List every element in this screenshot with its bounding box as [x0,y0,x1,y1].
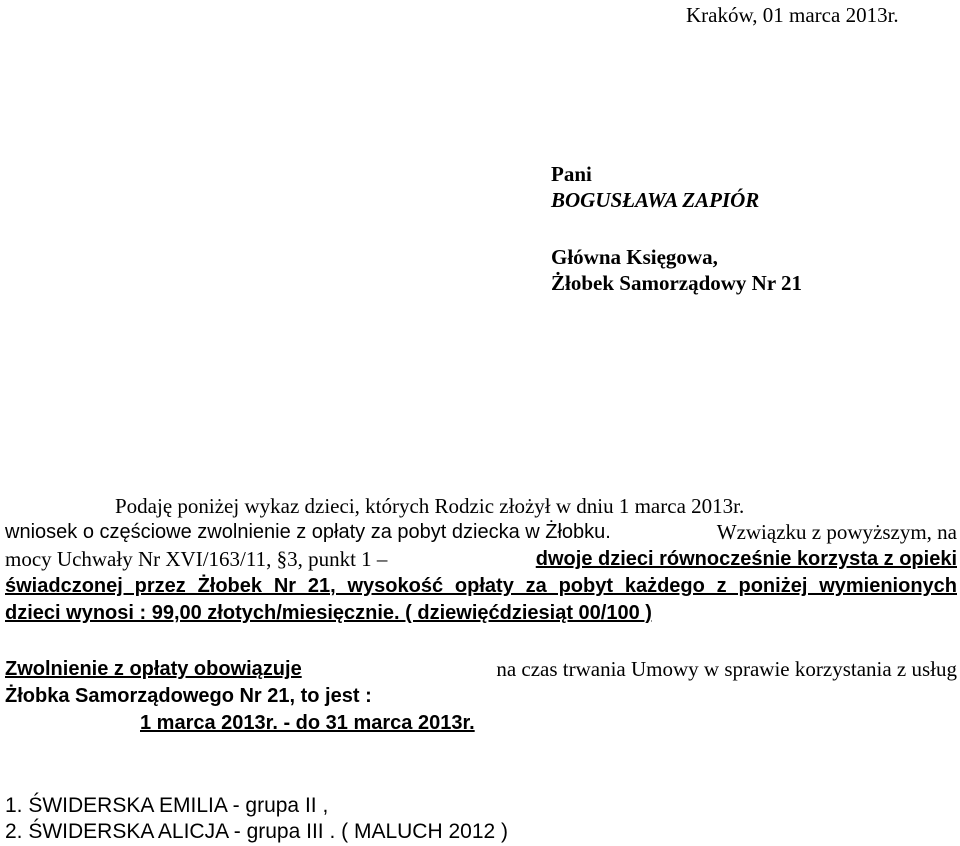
place-date: Kraków, 01 marca 2013r. [686,3,899,27]
body-line-3-b: dwoje dzieci równocześnie korzysta z opieki [535,548,957,570]
body-line-2 [5,520,957,544]
list-item: 1. ŚWIDERSKA EMILIA - grupa II , [5,794,329,817]
exemption-line-2: Żłobka Samorządowego Nr 21, to jest : [5,685,372,707]
body-line-4: świadczonej przez Żłobek Nr 21, wysokość opłaty za pobyt każdego z poniżej wymienionych [5,575,957,597]
body-line-2-b: Wzwiązku z powyższym, na [716,520,957,544]
list-item: 2. ŚWIDERSKA ALICJA - grupa III . ( MALUCH 2012 ) [5,820,509,843]
exemption-line-1 [5,657,957,681]
recipient-position: Główna Księgowa, [551,245,718,269]
exemption-line-1-b: na czas trwania Umowy w sprawie korzystania z usług [496,657,957,681]
body-line-2-a: wniosek o częściowe zwolnienie z opłaty za pobyt dziecka w Żłobku. [5,521,611,543]
body-line-1: Podaję poniżej wykaz dzieci, których Rodzic złożył w dniu 1 marca 2013r. [115,494,745,518]
body-line-3-a: mocy Uchwały Nr XVI/163/11, §3, punkt 1 – [5,547,388,571]
recipient-institution: Żłobek Samorządowy Nr 21 [551,271,803,295]
body-line-5: dzieci wynosi : 99,00 złotych/miesięcznie. ( dziewięćdziesiąt 00/100 ) [5,602,652,624]
exemption-line-1-a: Zwolnienie z opłaty obowiązuje [5,658,302,680]
recipient-salutation: Pani [551,162,592,186]
recipient-name: BOGUSŁAWA ZAPIÓR [551,188,760,212]
exemption-period: 1 marca 2013r. - do 31 marca 2013r. [140,712,475,734]
body-line-3 [5,547,957,571]
